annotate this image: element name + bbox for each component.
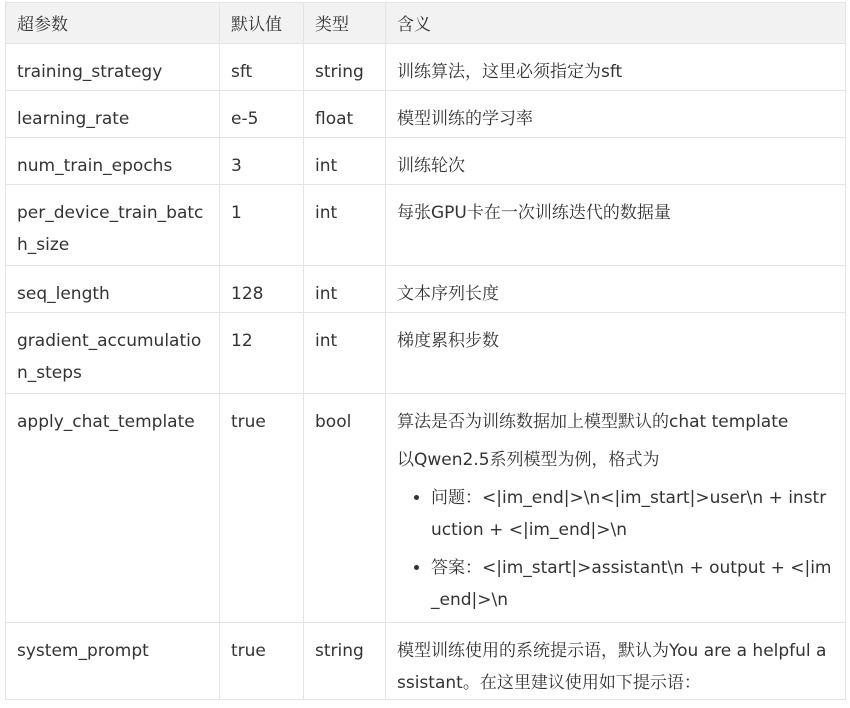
list-item: • 答案：<|im_start|>assistant\n + output + <|im_end|>\n [431,552,835,616]
desc-cell: 梯度累积步数 [386,313,846,394]
header-type: 类型 [304,3,386,44]
type-cell: bool [304,394,386,623]
desc-cell: 模型训练的学习率 [386,91,846,138]
type-cell: string [304,623,386,700]
param-cell: apply_chat_template [6,394,220,623]
param-cell: gradient_accumulation_steps [6,313,220,394]
type-cell: string [304,44,386,91]
default-cell: sft [220,44,304,91]
type-cell: int [304,266,386,313]
table-row [6,91,846,138]
table-row [6,623,846,700]
table-row [6,313,846,394]
type-cell: int [304,185,386,266]
table-row [6,138,846,185]
type-cell: int [304,313,386,394]
type-cell: float [304,91,386,138]
table-header-row [6,3,846,44]
default-cell: 12 [220,313,304,394]
table-row [6,394,846,623]
default-cell: true [220,623,304,700]
hyperparameter-table [5,2,846,700]
desc-cell: 训练轮次 [386,138,846,185]
desc-cell: 文本序列长度 [386,266,846,313]
default-cell: 3 [220,138,304,185]
param-cell: training_strategy [6,44,220,91]
desc-cell: 模型训练使用的系统提示语，默认为You are a helpful assistant。在这里建议使用如下提示语： [386,623,846,700]
param-cell: system_prompt [6,623,220,700]
header-param: 超参数 [6,3,220,44]
table-row [6,44,846,91]
default-cell: true [220,394,304,623]
header-default: 默认值 [220,3,304,44]
table-row [6,266,846,313]
desc-line: 算法是否为训练数据加上模型默认的chat template [397,412,789,432]
desc-cell [386,394,846,623]
param-cell: per_device_train_batch_size [6,185,220,266]
param-cell: seq_length [6,266,220,313]
table-row [6,185,846,266]
format-list [397,482,835,616]
default-cell: 1 [220,185,304,266]
param-cell: num_train_epochs [6,138,220,185]
default-cell: e-5 [220,91,304,138]
param-cell: learning_rate [6,91,220,138]
desc-cell: 训练算法，这里必须指定为sft [386,44,846,91]
default-cell: 128 [220,266,304,313]
header-meaning: 含义 [386,3,846,44]
desc-line: 以Qwen2.5系列模型为例，格式为 [397,450,660,470]
desc-cell: 每张GPU卡在一次训练迭代的数据量 [386,185,846,266]
type-cell: int [304,138,386,185]
list-item: • 问题：<|im_end|>\n<|im_start|>user\n + instruction + <|im_end|>\n [431,482,835,546]
